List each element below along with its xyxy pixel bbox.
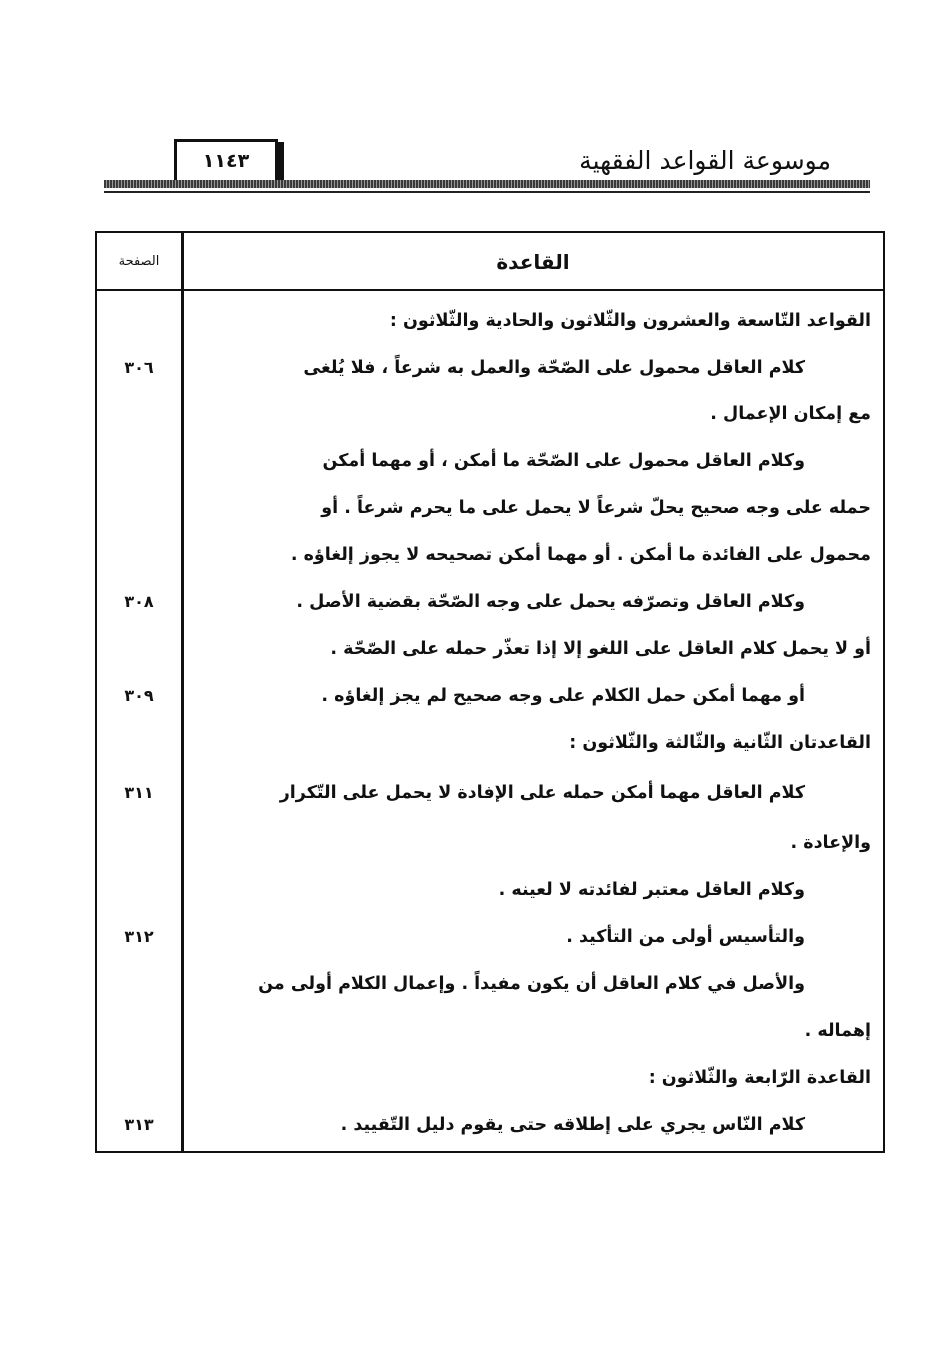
rule-line: حمله على وجه صحيح يحلّ شرعاً لا يحمل على ما يحرم شرعاً . أو xyxy=(321,498,871,518)
rule-line: وكلام العاقل وتصرّفه يحمل على وجه الصّحّة بقضية الأصل . xyxy=(296,592,805,612)
page-number-box: ١١٤٣ xyxy=(174,139,278,183)
rule-line: إهماله . xyxy=(804,1021,871,1041)
rule-line: القواعد التّاسعة والعشرون والثّلاثون والحادية والثّلاثون : xyxy=(389,311,871,331)
rule-line: محمول على الفائدة ما أمكن . أو مهما أمكن تصحيحه لا يجوز إلغاؤه . xyxy=(290,545,871,565)
header-rule-line xyxy=(104,191,870,193)
page-ref: ٣٠٨ xyxy=(124,592,154,611)
column-header-rule: القاعدة xyxy=(496,250,570,274)
book-title: موسوعة القواعد الفقهية xyxy=(579,146,831,175)
rule-line: وكلام العاقل محمول على الصّحّة ما أمكن ، أو مهما أمكن xyxy=(322,451,805,471)
page-ref: ٣٠٩ xyxy=(124,686,154,705)
page-ref: ٣١٣ xyxy=(124,1115,154,1134)
rule-line: والأصل في كلام العاقل أن يكون مفيداً . وإعمال الكلام أولى من xyxy=(258,974,805,994)
rule-line: أو لا يحمل كلام العاقل على اللغو إلا إذا تعذّر حمله على الصّحّة . xyxy=(330,639,871,659)
rule-line: والإعادة . xyxy=(790,833,871,853)
rule-line: والتأسيس أولى من التأكيد . xyxy=(566,927,805,947)
rule-line: أو مهما أمكن حمل الكلام على وجه صحيح لم يجز إلغاؤه . xyxy=(321,686,805,706)
rule-line: كلام العاقل محمول على الصّحّة والعمل به شرعاً ، فلا يُلغى xyxy=(303,358,805,378)
table-header-row xyxy=(97,233,883,291)
column-divider xyxy=(181,233,184,1151)
page-ref: ٣٠٦ xyxy=(124,358,154,377)
rule-line: كلام النّاس يجري على إطلاقه حتى يقوم دليل التّقييد . xyxy=(340,1115,805,1135)
index-table xyxy=(95,231,885,1153)
rule-line: القاعدتان الثّانية والثّالثة والثّلاثون : xyxy=(569,733,871,753)
rule-line: وكلام العاقل معتبر لفائدته لا لعينه . xyxy=(498,880,805,900)
page-ref: ٣١٢ xyxy=(124,927,154,946)
page-ref: ٣١١ xyxy=(124,783,154,802)
rule-line: مع إمكان الإعمال . xyxy=(710,404,871,424)
rule-line: كلام العاقل مهما أمكن حمله على الإفادة لا يحمل على التّكرار xyxy=(279,783,805,803)
header-rule-band xyxy=(104,180,870,188)
column-header-page: الصفحة xyxy=(118,254,160,269)
rule-line: القاعدة الرّابعة والثّلاثون : xyxy=(648,1068,871,1088)
